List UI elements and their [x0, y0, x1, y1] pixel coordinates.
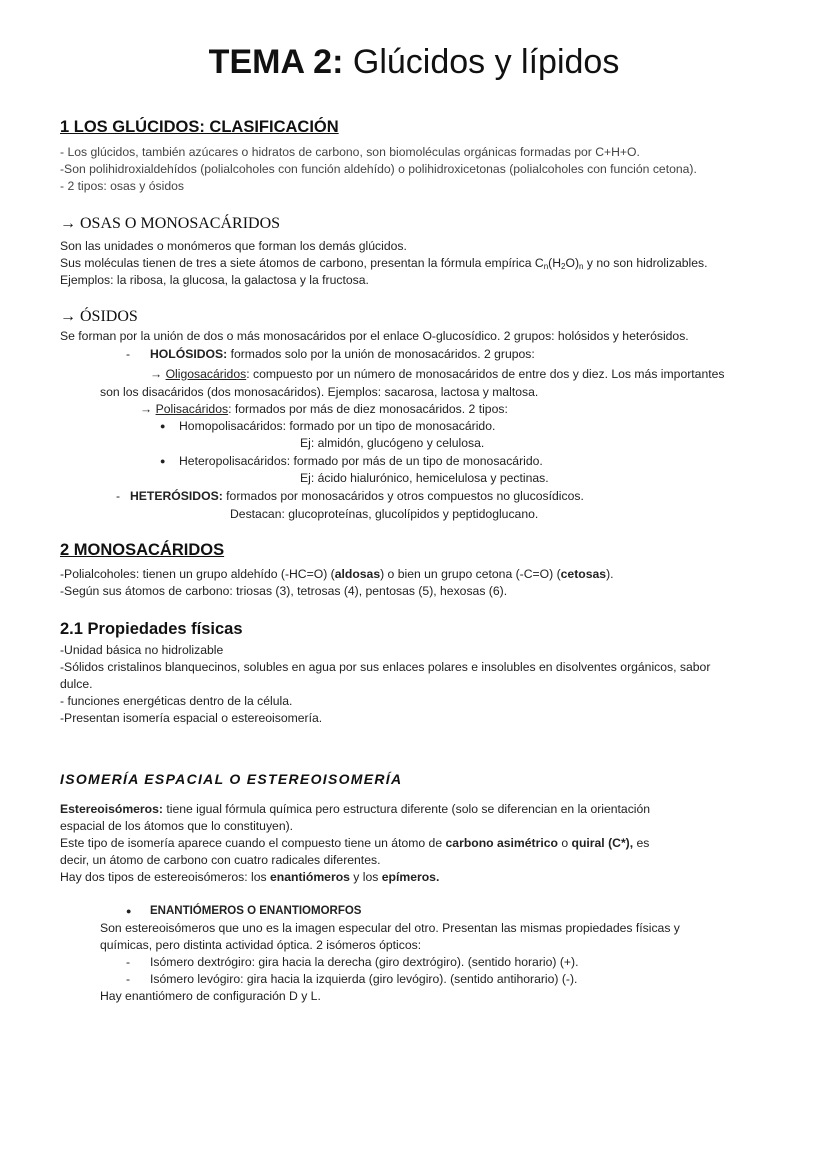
paragraph-line: químicas, pero distinta actividad óptica. 2 isómeros ópticos:	[100, 938, 422, 952]
oligosacaridos-line: → Oligosacáridos: compuesto por un número de monosacáridos de entre dos y diez. Los más importantes	[150, 367, 725, 381]
homopolisacaridos-line: Homopolisacáridos: formado por un tipo de monosacárido.	[179, 419, 496, 433]
paragraph-line: Sus moléculas tienen de tres a siete átomos de carbono, presentan la fórmula empírica $C_n(H_2O)_n$ y no son hidrolizables.	[60, 256, 708, 271]
paragraph-line: Hay dos tipos de estereoisómeros: los enantiómeros y los epímeros.	[60, 870, 440, 884]
paragraph-line: Hay enantiómero de configuración D y L.	[100, 989, 321, 1003]
paragraph-line: Estereoisómeros: tiene igual fórmula química pero estructura diferente (solo se diferencian en la orientación	[60, 802, 651, 816]
paragraph-line: -Sólidos cristalinos blanquecinos, solubles en agua por sus enlaces polares e insolubles en disolventes orgánicos, sabor	[60, 660, 711, 674]
bullet-icon: ●	[160, 421, 166, 431]
section-2-1-heading: 2.1 Propiedades físicas	[60, 620, 243, 638]
isomeria-heading: ISOMERÍA ESPACIAL O ESTEREOISOMERÍA	[60, 771, 403, 787]
bullet-icon: ●	[160, 456, 166, 466]
paragraph-line: Ejemplos: la ribosa, la glucosa, la galactosa y la fructosa.	[60, 273, 369, 287]
heterosidos-line: HETERÓSIDOS: formados por monosacáridos y otros compuestos no glucosídicos.	[130, 489, 584, 503]
levogiro-dash: -	[126, 972, 131, 986]
paragraph-line: - funciones energéticas dentro de la célula.	[60, 694, 293, 708]
bullet-icon: ●	[126, 906, 132, 916]
section-1-heading: 1 LOS GLÚCIDOS: CLASIFICACIÓN	[60, 118, 339, 136]
page-title: TEMA 2: Glúcidos y lípidos	[208, 43, 620, 81]
paragraph-line: Este tipo de isomería aparece cuando el compuesto tiene un átomo de carbono asimétrico o quiral (C*), es	[60, 836, 650, 850]
paragraph-line: - 2 tipos: osas y ósidos	[60, 179, 184, 193]
paragraph-line: -Según sus átomos de carbono: triosas (3), tetrosas (4), pentosas (5), hexosas (6).	[60, 584, 508, 598]
paragraph-line: dulce.	[60, 677, 93, 691]
heteropolisacaridos-line: Heteropolisacáridos: formado por más de un tipo de monosacárido.	[179, 454, 543, 468]
polisacaridos-line: → Polisacáridos: formados por más de diez monosacáridos. 2 tipos:	[140, 402, 508, 416]
paragraph-line: - Los glúcidos, también azúcares o hidratos de carbono, son biomoléculas orgánicas formadas por C+H+O.	[60, 145, 640, 159]
paragraph-line: decir, un átomo de carbono con cuatro radicales diferentes.	[60, 853, 381, 867]
section-2-heading: 2 MONOSACÁRIDOS	[60, 541, 225, 559]
holosidos-line: HOLÓSIDOS: formados solo por la unión de monosacáridos. 2 grupos:	[150, 347, 535, 361]
heteropolisacaridos-example: Ej: ácido hialurónico, hemicelulosa y pectinas.	[300, 471, 549, 485]
paragraph-line: Son estereoisómeros que uno es la imagen especular del otro. Presentan las mismas propiedades físicas y	[100, 921, 680, 935]
enantiomeros-heading: ENANTIÓMEROS O ENANTIOMORFOS	[150, 905, 362, 917]
homopolisacaridos-example: Ej: almidón, glucógeno y celulosa.	[300, 436, 485, 450]
paragraph-line: -Unidad básica no hidrolizable	[60, 643, 224, 657]
osidos-heading: → ÓSIDOS	[60, 308, 138, 325]
paragraph-line: Se forman por la unión de dos o más monosacáridos por el enlace O-glucosídico. 2 grupos: holósidos y heterósidos.	[60, 329, 689, 343]
holosidos-dash: -	[126, 347, 131, 361]
paragraph-line: Son las unidades o monómeros que forman los demás glúcidos.	[60, 239, 407, 253]
osas-heading: → OSAS O MONOSACÁRIDOS	[60, 215, 281, 232]
levogiro-line: Isómero levógiro: gira hacia la izquierda (giro levógiro). (sentido antihorario) (-).	[150, 972, 578, 986]
paragraph-line: -Son polihidroxialdehídos (polialcoholes con función aldehído) o polihidroxicetonas (polialcoholes con función cetona).	[60, 162, 697, 176]
paragraph-line: -Polialcoholes: tienen un grupo aldehído (-HC=O) (aldosas) o bien un grupo cetona (-C=O) (cetosas).	[60, 567, 614, 581]
dextrogiro-dash: -	[126, 955, 131, 969]
paragraph-line: -Presentan isomería espacial o estereoisomería.	[60, 711, 323, 725]
oligosacaridos-line-2: son los disacáridos (dos monosacáridos). Ejemplos: sacarosa, lactosa y maltosa.	[100, 385, 539, 399]
paragraph-line: espacial de los átomos que lo constituyen).	[60, 819, 294, 833]
dextrogiro-line: Isómero dextrógiro: gira hacia la derecha (giro dextrógiro). (sentido horario) (+).	[150, 955, 579, 969]
heterosidos-dash: -	[116, 489, 121, 503]
heterosidos-line-2: Destacan: glucoproteínas, glucolípidos y peptidoglucano.	[230, 507, 539, 521]
